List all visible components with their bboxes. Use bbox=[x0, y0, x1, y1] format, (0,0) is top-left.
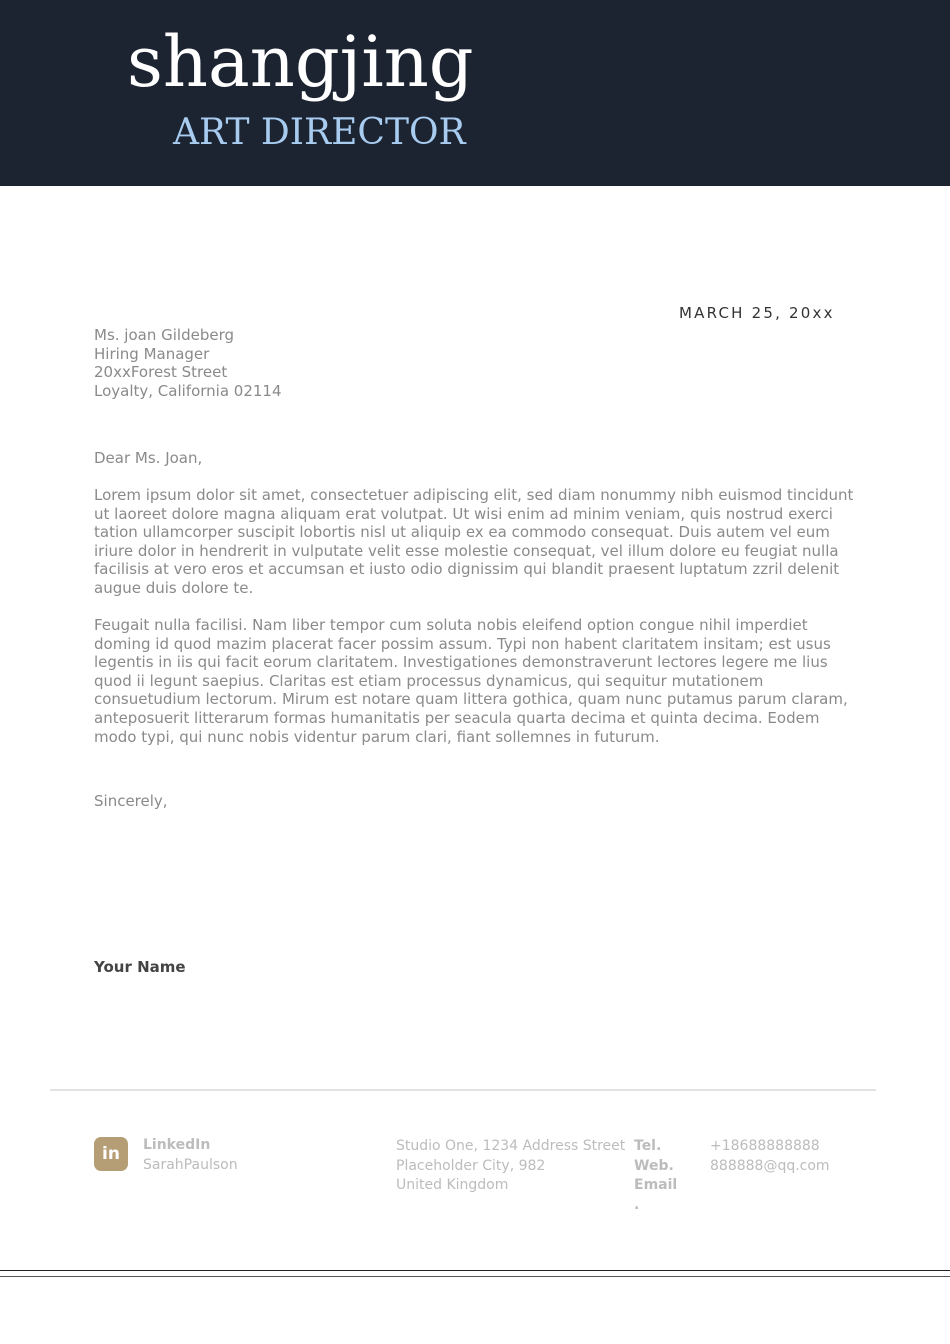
closing: Sincerely, bbox=[94, 792, 168, 810]
linkedin-label: LinkedIn bbox=[143, 1137, 211, 1153]
applicant-name: shangjing bbox=[127, 21, 474, 103]
body-paragraph-1: Lorem ipsum dolor sit amet, consectetuer adipiscing elit, sed diam nonummy nibh euismod tincidunt ut laoreet dolore magna aliquam erat volutpat. Ut wisi enim ad minim veniam, quis nostrud exerci tation ullamcorper suscipit lobortis nisl ut aliquip ex ea commodo consequat. Duis autem vel eum iriure dolor in hendrerit in vulputate velit esse molestie consequat, vel illum dolore eu feugiat nulla facilisis at vero eros et accumsan et iusto odio dignissim qui blandit praesent luptatum zzril delenit augue duis dolore te. bbox=[94, 486, 854, 597]
email-label-dot: . bbox=[634, 1196, 640, 1213]
letter-date: MARCH 25, 20xx bbox=[679, 304, 835, 322]
applicant-role: ART DIRECTOR bbox=[173, 112, 466, 153]
recipient-block bbox=[94, 326, 282, 400]
address-line-1: Studio One, 1234 Address Street bbox=[396, 1138, 626, 1154]
address-line-2: Placeholder City, 982 bbox=[396, 1157, 546, 1174]
recipient-title: Hiring Manager bbox=[94, 344, 210, 363]
tel-value[interactable]: +18688888888 bbox=[710, 1138, 820, 1154]
recipient-name: Ms. joan Gildeberg bbox=[94, 326, 234, 344]
body-paragraph-2: Feugait nulla facilisi. Nam liber tempor cum soluta nobis eleifend option congue nihil imperdiet doming id quod mazim placerat facer possim assum. Typi non habent claritatem insitam; est usus legentis in iis qui facit eorum claritatem. Investigationes demonstraverunt lectores legere me lius quod ii legunt saepius. Claritas est etiam processus dynamicus, qui sequitur mutationem consuetudium lectorum. Mirum est notare quam littera gothica, quam nunc putamus parum claram, anteposuerit litterarum formas humanitatis per seacula quarta decima et quinta decima. Eodem modo typi, qui nunc nobis videntur parum clari, fiant sollemnes in futurum. bbox=[94, 616, 848, 746]
contact-values bbox=[710, 1137, 830, 1176]
recipient-city: Loyalty, California 02114 bbox=[94, 381, 282, 400]
contact-labels bbox=[634, 1137, 677, 1215]
signer-name: Your Name bbox=[94, 958, 186, 976]
linkedin-handle[interactable]: SarahPaulson bbox=[143, 1157, 238, 1173]
recipient-street: 20xxForest Street bbox=[94, 363, 228, 382]
footer-address bbox=[396, 1137, 625, 1196]
web-label: Web. bbox=[634, 1157, 674, 1174]
bottom-rule-top bbox=[0, 1270, 950, 1271]
bottom-rule-bottom bbox=[0, 1276, 950, 1277]
salutation: Dear Ms. Joan, bbox=[94, 449, 203, 467]
footer-divider bbox=[50, 1089, 876, 1091]
header-banner bbox=[0, 0, 950, 186]
web-value[interactable]: 888888@qq.com bbox=[710, 1157, 830, 1174]
tel-label: Tel. bbox=[634, 1138, 662, 1154]
address-line-3: United Kingdom bbox=[396, 1177, 509, 1193]
linkedin-icon[interactable]: in bbox=[94, 1137, 128, 1171]
email-label: Email bbox=[634, 1177, 678, 1193]
